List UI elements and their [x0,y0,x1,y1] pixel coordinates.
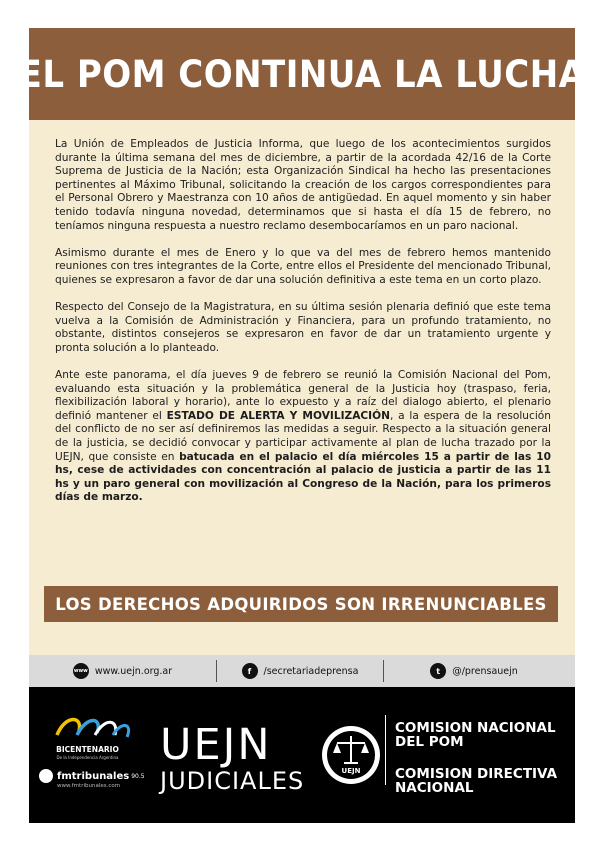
social-bar [29,655,575,687]
footer [29,687,575,823]
paragraph-3: Respecto del Consejo de la Magistratura, en su última sesión plenaria definió que este tema vuelva a la Comisión de Administración y Financiera, para un profundo tratamiento, no obstante, distintos consejeros se expresaron en favor de dar un tratamiento urgente y pronta solución a lo planteado. [55,301,551,354]
comision-pom [395,721,556,749]
twitter-link-text: @/prensauejn [452,665,518,677]
web-link[interactable] [29,655,216,687]
bicentenario-subtitle: De la Independencia Argentina [56,755,119,760]
page-title: EL POM CONTINUA LA LUCHA [18,52,586,96]
flyer [18,28,586,823]
comision-directiva-line-2: NACIONAL [395,780,474,796]
bicentenario-text: BICENTENARIO [56,745,119,754]
comision-directiva-line-1: COMISION DIRECTIVA [395,766,558,782]
paragraph-2: Asimismo durante el mes de Enero y lo que va del mes de febrero hemos mantenido reuniones con tres integrantes de la Corte, entre ellos el Presidente del mencionado Tribunal, quienes se expresaron a favor de dar una solución definitiva a este tema en un corto plazo. [55,246,551,286]
footer-divider [385,715,386,785]
fm-frequency: 90.5 [131,772,145,780]
radio-icon [39,769,53,783]
title-banner [18,28,586,120]
globe-icon: www [73,663,89,679]
fm-website: www.fmtribunales.com [57,783,121,789]
comision-pom-line-2: DEL POM [395,734,464,750]
comision-directiva [395,767,557,795]
facebook-link[interactable] [217,655,383,687]
paragraph-4 [55,369,551,505]
alert-state-text: ESTADO DE ALERTA Y MOVILIZACIÓN [166,409,390,422]
justice-seal-icon [322,726,380,784]
facebook-icon: f [242,663,258,679]
judiciales-wordmark: JUDICIALES [160,767,305,795]
action-plan-text: batucada en el palacio el día miércoles 15 a partir de las 10 hs, cese de actividades con concentración al palacio de justicia a partir de las 11 hs y un paro general con movilización al Congreso de la Nación, para los primeros días de marzo. [55,450,551,504]
comision-pom-line-1: COMISION NACIONAL [395,720,556,736]
facebook-link-text: /secretariadeprensa [263,665,359,677]
seal-text: UEJN [341,767,361,775]
web-link-text: www.uejn.org.ar [94,665,173,677]
paragraph-4-text-a: Ante este panorama, el día jueves 9 de febrero se reunió la Comisión Nacional del Pom, evaluando esta situación y la problemática general de la Justicia hoy (traspaso, feria, flexibilización laboral y horario), ante lo expuesto y a raíz del dialogo abierto, el plenario definió mantener el [55,369,551,422]
paragraph-1: La Unión de Empleados de Justicia Informa, que luego de los acontecimientos surgidos durante la última semana del mes de diciembre, a partir de la acordada 42/16 de la Corte Suprema de Justicia de la Nación; esta Organización Sindical ha hecho las presentaciones pertinentes al Máximo Tribunal, solicitando la creación de los cargos correspondientes para el Personal Obrero y Maestranza con 10 años de antigüedad. En aquel momento y sin haber tenido todavía ninguna novedad, determinamos que si hasta el día 15 de febrero, no teníamos ninguna respuesta a nuestro reclamo desembocaríamos en un paro nacional. [55,138,551,232]
twitter-icon: t [430,663,446,679]
slogan-banner [44,586,558,622]
body-text [55,138,551,519]
slogan-text: LOS DERECHOS ADQUIRIDOS SON IRRENUNCIABLES [55,594,547,614]
twitter-link[interactable] [384,655,564,687]
fm-tribunales-logo [39,769,145,789]
uejn-wordmark: UEJN [160,720,272,770]
paragraph-4-text-c: , a la espera de la resolución del conflicto de no ser así definiremos las medidas a seguir. Respecto a la situación general de la justicia, se decidió convocar y participar activamente al plan de lucha trazado por la UEJN, que consiste en [55,409,551,463]
fm-name: fmtribunales [57,770,130,782]
